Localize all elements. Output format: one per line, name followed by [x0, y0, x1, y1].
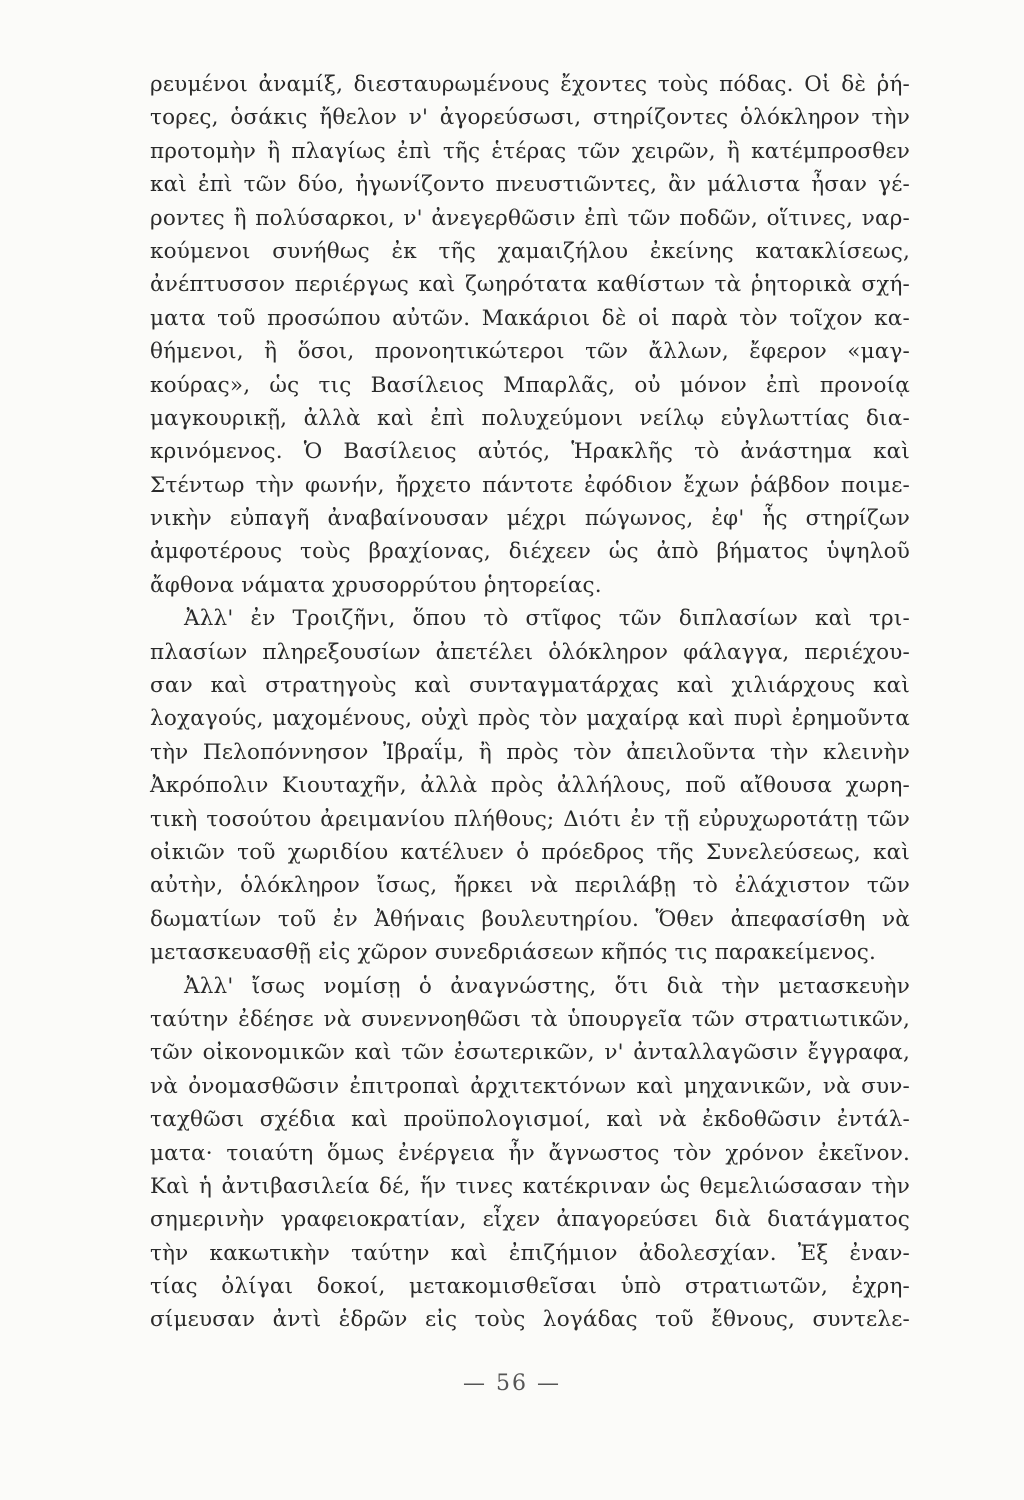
text-line: οἰκιῶν τοῦ χωριδίου κατέλυεν ὁ πρόεδρος τῆς Συνελεύσεως, καὶ: [150, 839, 910, 865]
text-line: νικὴν εὐπαγῆ ἀναβαίνουσαν μέχρι πώγωνος, ἐφ' ἧς στηρίζων: [150, 506, 910, 532]
text-line: ματα τοῦ προσώπου αὐτῶν. Μακάριοι δὲ οἱ παρὰ τὸν τοῖχον κα-: [150, 305, 910, 331]
text-line: ἄφθονα νάματα χρυσορρύτου ῥητορείας.: [150, 572, 602, 598]
text-line: δωματίων τοῦ ἐν Ἀθήναις βουλευτηρίου. Ὅθεν ἀπεφασίσθη νὰ: [150, 906, 910, 932]
body-text: [150, 68, 910, 1337]
text-line: σαν καὶ στρατηγοὺς καὶ συνταγματάρχας καὶ χιλιάρχους καὶ: [150, 673, 910, 699]
text-line: σημερινὴν γραφειοκρατίαν, εἶχεν ἀπαγορεύσει διὰ διατάγματος: [150, 1207, 910, 1233]
text-line: Ἀλλ' ἐν Τροιζῆνι, ὅπου τὸ στῖφος τῶν διπλασίων καὶ τρι-: [184, 606, 910, 632]
text-line: καὶ ἐπὶ τῶν δύο, ἠγωνίζοντο πνευστιῶντες, ἂν μάλιστα ἦσαν γέ-: [150, 172, 910, 198]
text-line: προτομὴν ἢ πλαγίως ἐπὶ τῆς ἑτέρας τῶν χειρῶν, ἢ κατέμπροσθεν: [150, 138, 910, 164]
text-line: σίμευσαν ἀντὶ ἑδρῶν εἰς τοὺς λογάδας τοῦ ἔθνους, συντελε-: [150, 1307, 910, 1333]
text-line: ἀνέπτυσσον περιέργως καὶ ζωηρότατα καθίστων τὰ ῥητορικὰ σχή-: [150, 272, 910, 298]
text-line: κούμενοι συνήθως ἐκ τῆς χαμαιζήλου ἐκείνης κατακλίσεως,: [150, 238, 910, 264]
text-line: Στέντωρ τὴν φωνήν, ἤρχετο πάντοτε ἐφόδιον ἔχων ῥάβδον ποιμε-: [150, 472, 910, 498]
text-line: μαγκουρικῇ, ἀλλὰ καὶ ἐπὶ πολυχεύμονι νείλῳ εὐγλωττίας δια-: [150, 405, 910, 431]
text-line: αὐτὴν, ὁλόκληρον ἴσως, ἤρκει νὰ περιλάβῃ τὸ ἐλάχιστον τῶν: [150, 873, 910, 899]
text-line: τικὴ τοσούτου ἀρειμανίου πλήθους; Διότι ἐν τῇ εὐρυχωροτάτῃ τῶν: [150, 806, 910, 832]
text-line: θήμενοι, ἢ ὅσοι, προνοητικώτεροι τῶν ἄλλων, ἔφερον «μαγ-: [150, 339, 910, 365]
text-line: ματα· τοιαύτη ὅμως ἐνέργεια ἦν ἄγνωστος τὸν χρόνον ἐκεῖνον.: [150, 1140, 910, 1166]
text-line: ταχθῶσι σχέδια καὶ προϋπολογισμοί, καὶ νὰ ἐκδοθῶσιν ἐντάλ-: [150, 1107, 910, 1133]
text-line: τίας ὀλίγαι δοκοί, μετακομισθεῖσαι ὑπὸ στρατιωτῶν, ἐχρη-: [150, 1274, 910, 1300]
text-line: Ἀλλ' ἴσως νομίσῃ ὁ ἀναγνώστης, ὅτι διὰ τὴν μετασκευὴν: [184, 973, 910, 999]
text-line: νὰ ὀνομασθῶσιν ἐπιτροπαὶ ἀρχιτεκτόνων καὶ μηχανικῶν, νὰ συν-: [150, 1073, 910, 1099]
text-line: πλασίων πληρεξουσίων ἀπετέλει ὁλόκληρον φάλαγγα, περιέχου-: [150, 639, 910, 665]
text-line: ρευμένοι ἀναμίξ, διεσταυρωμένους ἔχοντες τοὺς πόδας. Οἱ δὲ ῥή-: [150, 72, 910, 97]
text-line: κρινόμενος. Ὁ Βασίλειος αὐτός, Ἡρακλῆς τὸ ἀνάστημα καὶ: [150, 439, 910, 465]
text-line: ροντες ἢ πολύσαρκοι, ν' ἀνεγερθῶσιν ἐπὶ τῶν ποδῶν, οἵτινες, ναρ-: [150, 205, 910, 231]
text-line: Καὶ ἡ ἀντιβασιλεία δέ, ἥν τινες κατέκριναν ὡς θεμελιώσασαν τὴν: [150, 1173, 910, 1199]
page-number: — 56 —: [463, 1371, 561, 1396]
text-line: τορες, ὁσάκις ἤθελον ν' ἀγορεύσωσι, στηρίζοντες ὁλόκληρον τὴν: [150, 105, 910, 131]
text-line: ταύτην ἐδέησε νὰ συνεννοηθῶσι τὰ ὑπουργεῖα τῶν στρατιωτικῶν,: [150, 1006, 910, 1032]
text-line: κούρας», ὡς τις Βασίλειος Μπαρλᾶς, οὐ μόνον ἐπὶ προνοίᾳ: [150, 372, 910, 398]
text-line: τῶν οἰκονομικῶν καὶ τῶν ἐσωτερικῶν, ν' ἀνταλλαγῶσιν ἔγγραφα,: [150, 1040, 910, 1066]
text-line: τὴν Πελοπόννησον Ἰβραΐμ, ἢ πρὸς τὸν ἀπειλοῦντα τὴν κλεινὴν: [150, 739, 910, 765]
text-line: ἀμφοτέρους τοὺς βραχίονας, διέχεεν ὡς ἀπὸ βήματος ὑψηλοῦ: [150, 539, 910, 565]
text-line: μετασκευασθῇ εἰς χῶρον συνεδριάσεων κῆπός τις παρακείμενος.: [150, 940, 877, 966]
text-line: λοχαγούς, μαχομένους, οὐχὶ πρὸς τὸν μαχαίρᾳ καὶ πυρὶ ἐρημοῦντα: [150, 706, 910, 732]
text-line: τὴν κακωτικὴν ταύτην καὶ ἐπιζήμιον ἀδολεσχίαν. Ἐξ ἐναν-: [150, 1240, 910, 1266]
text-line: Ἀκρόπολιν Κιουταχῆν, ἀλλὰ πρὸς ἀλλήλους, ποῦ αἴθουσα χωρη-: [150, 773, 910, 799]
